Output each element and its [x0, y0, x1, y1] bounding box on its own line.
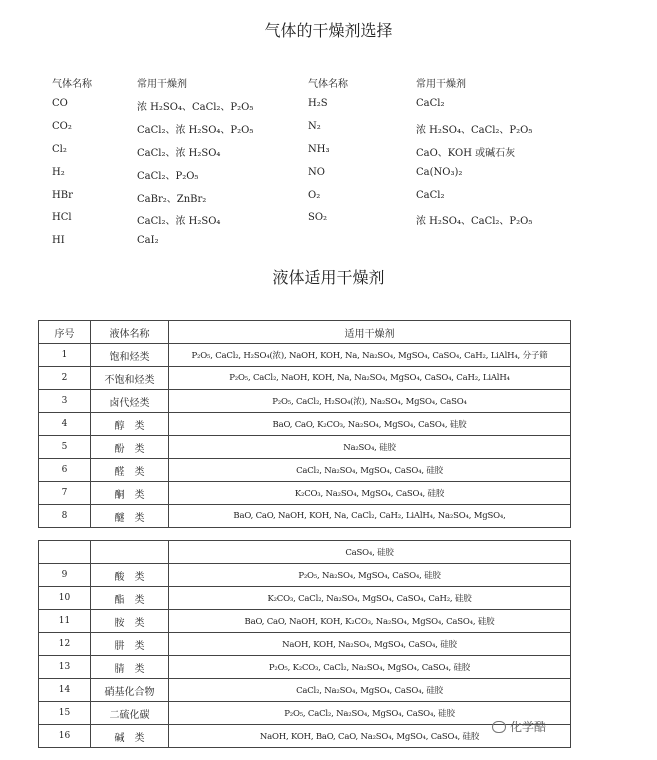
table-row — [39, 390, 571, 413]
gas-name: CO₂ — [52, 121, 72, 132]
gas-desiccant: CaCl₂、浓 H₂SO₄ — [137, 148, 221, 159]
row-index: 12 — [39, 633, 91, 656]
liquid-header-row — [39, 321, 571, 344]
liquid-name: 肼 类 — [91, 633, 169, 656]
gas-name: CO — [52, 98, 68, 109]
table-row — [39, 587, 571, 610]
continuation-row — [39, 541, 571, 564]
gas-name: SO₂ — [308, 212, 328, 223]
gas-name: Cl₂ — [52, 144, 67, 155]
row-index: 2 — [39, 367, 91, 390]
liquid-section-title: 液体适用干燥剂 — [272, 268, 385, 287]
liquid-desiccant-table-continued — [38, 540, 571, 748]
row-index: 3 — [39, 390, 91, 413]
gas-desiccant: CaCl₂ — [416, 190, 445, 201]
gas-row — [0, 235, 657, 257]
desiccant-list: P₂O₅, CaCl₂, H₂SO₄(浓), NaOH, KOH, Na, Na₂SO₄, MgSO₄, CaSO₄, CaH₂, LiAlH₄, 分子筛 — [169, 344, 571, 367]
row-index: 6 — [39, 459, 91, 482]
gas-name: HI — [52, 235, 65, 246]
liquid-name: 腈 类 — [91, 656, 169, 679]
liquid-name: 碱 类 — [91, 725, 169, 748]
gas-desiccant: 浓 H₂SO₄、CaCl₂、P₂O₅ — [137, 102, 254, 113]
liquid-name — [91, 541, 169, 564]
row-index — [39, 541, 91, 564]
gas-row — [0, 144, 657, 166]
gas-header-row — [0, 75, 657, 97]
desiccant-list: K₂CO₃, CaCl₂, Na₂SO₄, MgSO₄, CaSO₄, CaH₂, 硅胶 — [169, 587, 571, 610]
gas-row — [0, 98, 657, 120]
gas-row — [0, 121, 657, 143]
liquid-name: 胺 类 — [91, 610, 169, 633]
gas-name: H₂ — [52, 167, 65, 178]
gas-name: O₂ — [308, 190, 321, 201]
table-row — [39, 633, 571, 656]
gas-desiccant: CaCl₂、P₂O₅ — [137, 171, 199, 182]
row-index: 15 — [39, 702, 91, 725]
gas-header-name-2: 气体名称 — [308, 79, 348, 90]
gas-desiccant: 浓 H₂SO₄、CaCl₂、P₂O₅ — [416, 216, 533, 227]
gas-desiccant: CaI₂ — [137, 235, 159, 246]
row-index: 5 — [39, 436, 91, 459]
desiccant-list: P₂O₅, CaCl₂, H₂SO₄(浓), Na₂SO₄, MgSO₄, CaSO₄ — [169, 390, 571, 413]
desiccant-list: BaO, CaO, NaOH, KOH, K₂CO₃, Na₂SO₄, MgSO₄, CaSO₄, 硅胶 — [169, 610, 571, 633]
liquid-name: 酚 类 — [91, 436, 169, 459]
desiccant-list: P₂O₅, CaCl₂, NaOH, KOH, Na, Na₂SO₄, MgSO₄, CaSO₄, CaH₂, LiAlH₄ — [169, 367, 571, 390]
row-index: 4 — [39, 413, 91, 436]
desiccant-list: NaOH, KOH, BaO, CaO, Na₂SO₄, MgSO₄, CaSO₄, 硅胶 — [169, 725, 571, 748]
table-row — [39, 367, 571, 390]
gas-header-desiccant-1: 常用干燥剂 — [137, 79, 187, 90]
desiccant-list: Na₂SO₄, 硅胶 — [169, 436, 571, 459]
table-row — [39, 505, 571, 528]
liquid-name: 硝基化合物 — [91, 679, 169, 702]
gas-name: HCl — [52, 212, 72, 223]
row-index: 8 — [39, 505, 91, 528]
gas-row — [0, 212, 657, 234]
header-desiccant: 适用干燥剂 — [169, 321, 571, 344]
desiccant-list: NaOH, KOH, Na₂SO₄, MgSO₄, CaSO₄, 硅胶 — [169, 633, 571, 656]
desiccant-list: P₂O₅, CaCl₂, Na₂SO₄, MgSO₄, CaSO₄, 硅胶 — [169, 702, 571, 725]
table-row — [39, 610, 571, 633]
gas-desiccant: CaCl₂、浓 H₂SO₄、P₂O₅ — [137, 125, 254, 136]
row-index: 16 — [39, 725, 91, 748]
liquid-name: 不饱和烃类 — [91, 367, 169, 390]
desiccant-list: BaO, CaO, NaOH, KOH, Na, CaCl₂, CaH₂, LiAlH₄, Na₂SO₄, MgSO₄, — [169, 505, 571, 528]
gas-name: NH₃ — [308, 144, 330, 155]
row-index: 14 — [39, 679, 91, 702]
gas-name: H₂S — [308, 98, 328, 109]
desiccant-list: CaSO₄, 硅胶 — [169, 541, 571, 564]
liquid-desiccant-table — [38, 320, 571, 528]
desiccant-list: CaCl₂, Na₂SO₄, MgSO₄, CaSO₄, 硅胶 — [169, 679, 571, 702]
gas-row — [0, 190, 657, 212]
liquid-name: 醛 类 — [91, 459, 169, 482]
desiccant-list: BaO, CaO, K₂CO₃, Na₂SO₄, MgSO₄, CaSO₄, 硅胶 — [169, 413, 571, 436]
gas-header-name-1: 气体名称 — [52, 79, 92, 90]
liquid-name: 酯 类 — [91, 587, 169, 610]
row-index: 9 — [39, 564, 91, 587]
table-row — [39, 436, 571, 459]
row-index: 1 — [39, 344, 91, 367]
liquid-name: 二硫化碳 — [91, 702, 169, 725]
table-row — [39, 656, 571, 679]
table-row — [39, 344, 571, 367]
liquid-name: 酮 类 — [91, 482, 169, 505]
table-row — [39, 702, 571, 725]
table-row — [39, 725, 571, 748]
liquid-name: 醚 类 — [91, 505, 169, 528]
liquid-name: 醇 类 — [91, 413, 169, 436]
header-liquid-name: 液体名称 — [91, 321, 169, 344]
table-row — [39, 679, 571, 702]
desiccant-list: P₂O₅, K₂CO₃, CaCl₂, Na₂SO₄, MgSO₄, CaSO₄, 硅胶 — [169, 656, 571, 679]
desiccant-list: K₂CO₃, Na₂SO₄, MgSO₄, CaSO₄, 硅胶 — [169, 482, 571, 505]
watermark — [492, 718, 546, 735]
header-index: 序号 — [39, 321, 91, 344]
gas-name: NO — [308, 167, 325, 178]
gas-name: HBr — [52, 190, 73, 201]
watermark-text: 化学酷 — [510, 720, 547, 734]
liquid-name: 卤代烃类 — [91, 390, 169, 413]
table-row — [39, 459, 571, 482]
gas-desiccant: CaO、KOH 或碱石灰 — [416, 148, 516, 159]
desiccant-list: P₂O₅, Na₂SO₄, MgSO₄, CaSO₄, 硅胶 — [169, 564, 571, 587]
row-index: 10 — [39, 587, 91, 610]
table-row — [39, 564, 571, 587]
gas-header-desiccant-2: 常用干燥剂 — [416, 79, 466, 90]
gas-desiccant: Ca(NO₃)₂ — [416, 167, 463, 178]
liquid-name: 酸 类 — [91, 564, 169, 587]
row-index: 13 — [39, 656, 91, 679]
table-row — [39, 482, 571, 505]
row-index: 7 — [39, 482, 91, 505]
gas-desiccant: CaCl₂、浓 H₂SO₄ — [137, 216, 221, 227]
gas-row — [0, 167, 657, 189]
gas-desiccant: CaBr₂、ZnBr₂ — [137, 194, 207, 205]
table-row — [39, 413, 571, 436]
liquid-name: 饱和烃类 — [91, 344, 169, 367]
row-index: 11 — [39, 610, 91, 633]
gas-name: N₂ — [308, 121, 321, 132]
gas-section-title: 气体的干燥剂选择 — [264, 21, 393, 40]
desiccant-list: CaCl₂, Na₂SO₄, MgSO₄, CaSO₄, 硅胶 — [169, 459, 571, 482]
gas-desiccant: 浓 H₂SO₄、CaCl₂、P₂O₅ — [416, 125, 533, 136]
gas-desiccant: CaCl₂ — [416, 98, 445, 109]
chat-bubble-icon — [492, 721, 506, 733]
